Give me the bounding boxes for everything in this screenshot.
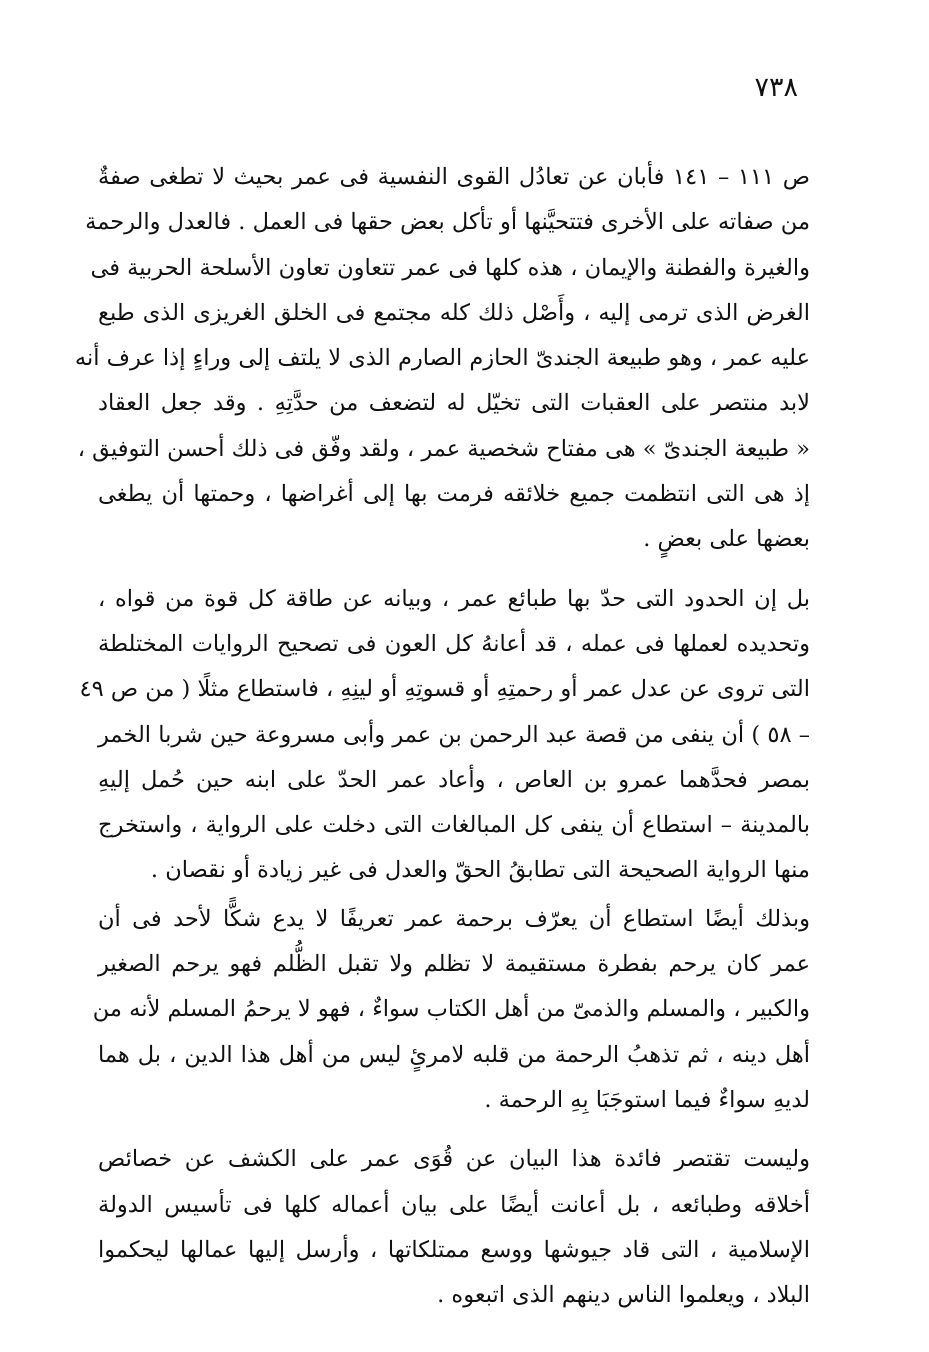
text-line: البلاد ، ويعلموا الناس دينهم الذى اتبعوه . (437, 1282, 810, 1309)
paragraph-3 (92, 897, 810, 1123)
text-line: من صفاته على الأخرى فتتحيَّنها أو تأكل بعض حقها فى العمل . فالعدل والرحمة (85, 209, 810, 236)
text-line: أهل دينه ، ثم تذهبُ الرحمة من قلبه لامرئٍ ليس من أهل هذا الدين ، بل هما (98, 1041, 810, 1068)
text-line: التى تروى عن عدل عمر أو رحمتِهِ أو قسوتِهِ أو لينِهِ ، فاستطاع مثلًا ( من ص ٤٩ (79, 676, 810, 703)
text-line: الغرض الذى ترمى إليه ، وأَصْل ذلك كله مجتمع فى الخلق الغريزى الذى طبع (98, 299, 810, 326)
text-line: عليه عمر ، وهو طبيعة الجندىّ الحازم الصارم الذى لا يلتف إلى وراءٍ إذا عرف أنه (74, 345, 810, 372)
paragraph-gap (98, 563, 810, 577)
text-line: لابد منتصر على العقبات التى تخيّل له لتضعف من حدَّتِهِ . وقد جعل العقاد (98, 390, 810, 417)
text-line: عمر كان يرحم بفطرة مستقيمة لا تظلم ولا تقبل الظُّلم فهو يرحم الصغير (98, 951, 810, 978)
paragraph-4 (98, 1137, 810, 1318)
text-line: والكبير ، والمسلم والذمىّ من أهل الكتاب سواءٌ ، فهو لا يرحمُ المسلم لأنه من (92, 996, 810, 1023)
text-line: إذ هى التى انتظمت جميع خلائقه فرمت بها إلى أغراضها ، وحمتها أن يطغى (98, 481, 810, 508)
text-line: لديهِ سواءٌ فيما استوجَبَا بِهِ الرحمة . (484, 1086, 810, 1113)
text-line: – ٥٨ ) أن ينفى من قصة عبد الرحمن بن عمر وأبى مسروعة حين شربا الخمر (98, 721, 810, 748)
paragraph-1 (74, 155, 810, 563)
text-line: منها الرواية الصحيحة التى تطابقُ الحقّ والعدل فى غير زيادة أو نقصان . (150, 857, 810, 884)
text-line: بل إن الحدود التى حدّ بها طبائع عمر ، وبيانه عن طاقة كل قوة من قواه ، (98, 585, 810, 612)
text-line: والغيرة والفطنة والإيمان ، هذه كلها فى عمر تتعاون تعاون الأسلحة الحربية فى (90, 254, 810, 281)
text-line: بمصر فحدَّهما عمرو بن العاص ، وأعاد عمر الحدّ على ابنه حين حُمل إليهِ (98, 766, 810, 793)
text-line: أخلاقه وطبائعه ، بل أعانت أيضًا على بيان أعماله كلها فى تأسيس الدولة (98, 1191, 810, 1218)
paragraph-gap (98, 1123, 810, 1137)
page-number: ٧٣٨ (754, 72, 798, 103)
text-line: وتحديده لعملها فى عمله ، قد أعانهُ كل العون فى تصحيح الروايات المختلطة (98, 630, 810, 657)
body-text (74, 155, 810, 1318)
text-line: وبذلك أيضًا استطاع أن يعرّف برحمة عمر تعريفًا لا يدع شكًّا لأحد فى أن (98, 905, 810, 932)
text-line: بعضها على بعضٍ . (643, 526, 810, 553)
text-line: وليست تقتصر فائدة هذا البيان عن قُوَى عمر على الكشف عن خصائص (98, 1146, 810, 1173)
text-line: ص ١١١ – ١٤١ فأبان عن تعادُل القوى النفسية فى عمر بحيث لا تطغى صفةٌ (98, 164, 810, 190)
text-line: بالمدينة – استطاع أن ينفى كل المبالغات التى دخلت على الرواية ، واستخرج (98, 812, 810, 839)
text-line: « طبيعة الجندىّ » هى مفتاح شخصية عمر ، ولقد وفّق فى ذلك أحسن التوفيق ، (77, 435, 810, 462)
text-line: الإسلامية ، التى قاد جيوشها ووسع ممتلكاتها ، وأرسل إليها عمالها ليحكموا (98, 1236, 810, 1263)
paragraph-2 (79, 577, 810, 894)
